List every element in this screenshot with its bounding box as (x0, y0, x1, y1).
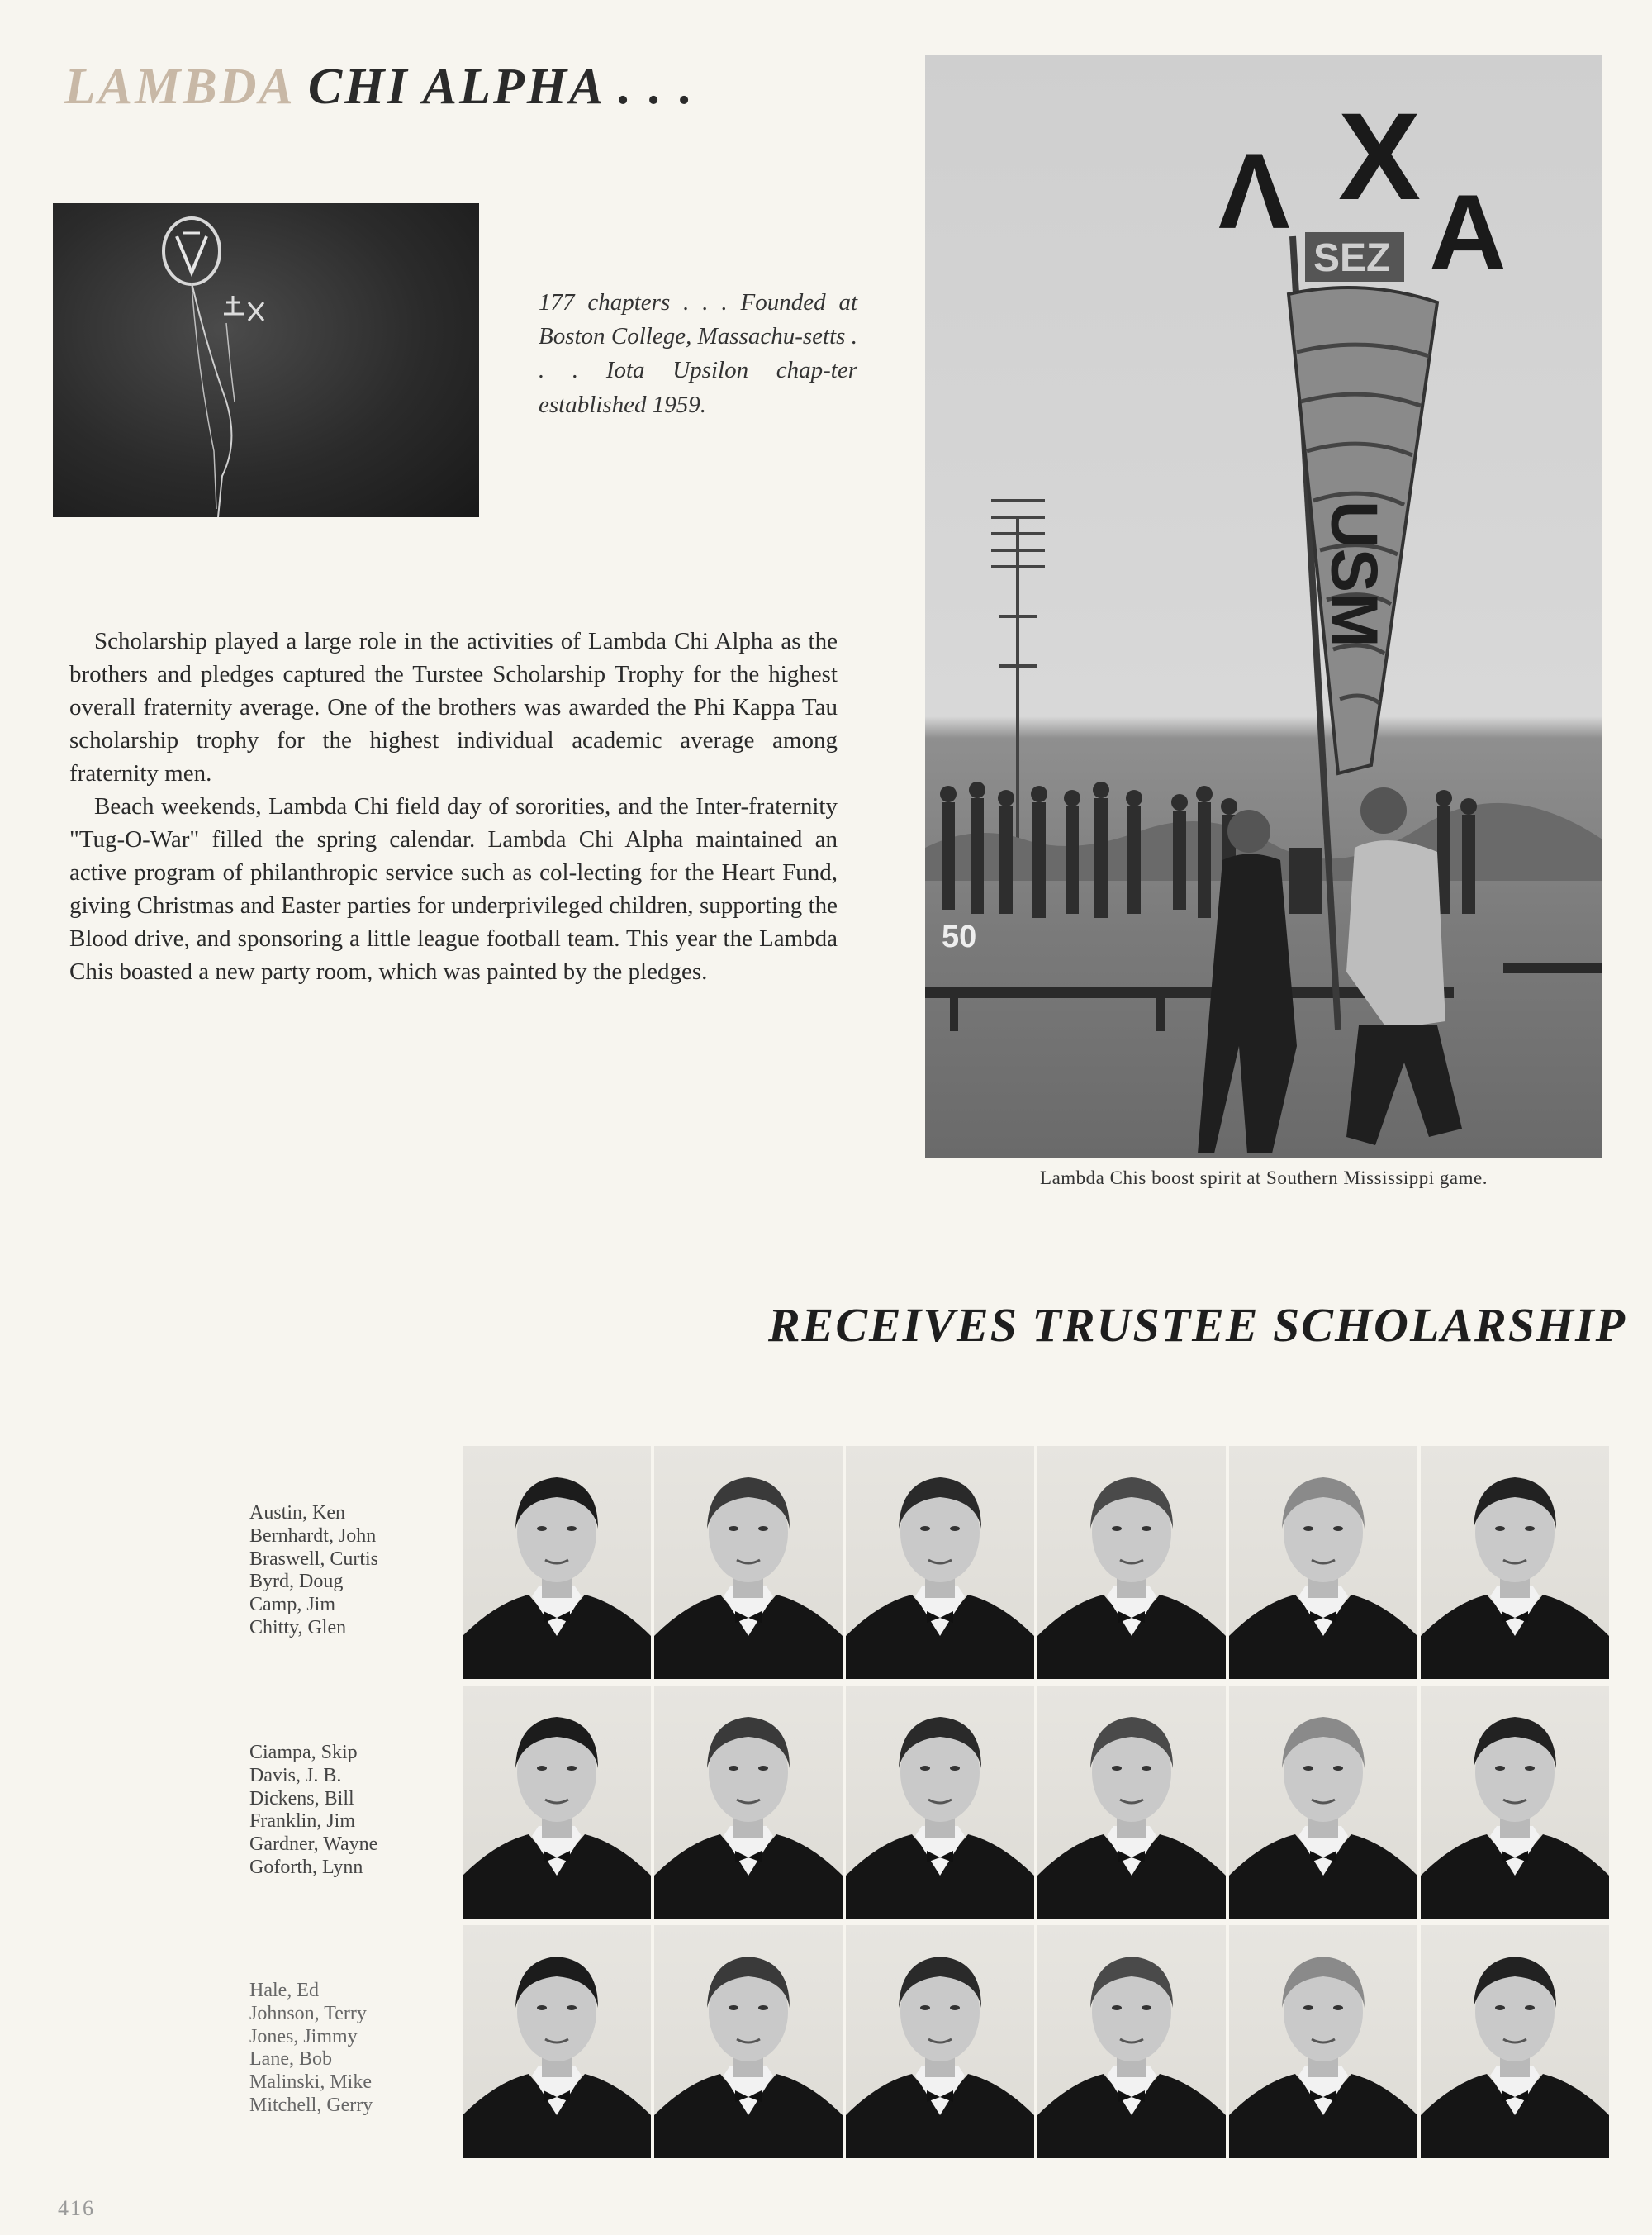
member-portrait (1229, 1925, 1417, 2158)
member-portrait (1421, 1446, 1609, 1679)
member-name: Jones, Jimmy (249, 2025, 358, 2047)
member-name: Goforth, Lynn (249, 1857, 363, 1879)
name-list-row-3 (249, 1980, 423, 2118)
portrait-row-3 (463, 1925, 1611, 2158)
member-name: Lane, Bob (249, 2048, 332, 2071)
member-name: Hale, Ed (249, 1980, 319, 2001)
screw-text: USM (1317, 501, 1392, 648)
member-name: Gardner, Wayne (249, 1833, 378, 1856)
member-portrait (463, 1446, 651, 1679)
member-name: Austin, Ken (249, 1502, 345, 1524)
member-name: Davis, J. B. (249, 1764, 342, 1786)
member-portrait (1229, 1446, 1417, 1679)
member-name: Johnson, Terry (249, 2002, 367, 2024)
member-portrait (846, 1925, 1034, 2158)
page-title-faded: LAMBDA (64, 59, 293, 115)
member-name: Byrd, Doug (249, 1571, 344, 1593)
member-portrait (654, 1686, 843, 1919)
member-name: Malinski, Mike (249, 2071, 372, 2094)
page-number: 416 (58, 2196, 95, 2220)
member-portrait (1421, 1925, 1609, 2158)
member-portrait (1421, 1686, 1609, 1919)
section-heading: RECEIVES TRUSTEE SCHOLARSHIP (768, 1298, 1627, 1352)
member-name: Bernhardt, John (249, 1524, 377, 1547)
yard-marker-text: 50 (942, 920, 977, 954)
member-portrait (1037, 1686, 1226, 1919)
spirit-photo-scene (925, 55, 1602, 1158)
member-name: Camp, Jim (249, 1594, 336, 1616)
chapter-info-caption: 177 chapters . . . Founded at Boston College, Massachu-setts . . . Iota Upsilon chap-ter established 1959. (539, 289, 857, 418)
member-name: Dickens, Bill (249, 1787, 354, 1809)
member-name: Franklin, Jim (249, 1810, 356, 1833)
member-name: Ciampa, Skip (249, 1742, 358, 1763)
spirit-photo (925, 55, 1602, 1158)
body-paragraph-1: Scholarship played a large role in the activities of Lambda Chi Alpha as the brothers and pledges captured the Turstee Scholarship Trophy for the highest overall fraternity average. One of the brothers was awarded the Phi Kappa Tau scholarship trophy for the highest individual academic average among fraternity men. (69, 628, 838, 787)
member-portrait (463, 1925, 651, 2158)
member-portrait (1037, 1446, 1226, 1679)
body-text (69, 625, 838, 988)
sign-letter-alpha: A (1429, 172, 1507, 292)
crest-pin-icon (53, 203, 479, 517)
member-name: Braswell, Curtis (249, 1548, 378, 1570)
photo-caption: Lambda Chis boost spirit at Southern Mississippi game. (1040, 1167, 1488, 1188)
member-portrait (846, 1446, 1034, 1679)
member-portrait (1229, 1686, 1417, 1919)
sign-letter-chi: X (1338, 87, 1422, 226)
body-paragraph-2: Beach weekends, Lambda Chi field day of sororities, and the Inter-fraternity "Tug-O-War" filled the spring calendar. Lambda Chi Alpha maintained an active program of philanthropic service such as col-lecting for the Heart Fund, giving Christmas and Easter parties for underprivileged children, supporting the Blood drive, and sponsoring a little league football team. This year the Lambda Chis boasted a new party room, which was painted by the pledges. (69, 793, 838, 986)
member-portrait (846, 1686, 1034, 1919)
member-portrait (1037, 1925, 1226, 2158)
name-list-row-1 (249, 1502, 423, 1640)
portrait-row-1 (463, 1446, 1611, 1679)
page-title (64, 58, 695, 117)
page-title-main: CHI ALPHA . . . (307, 59, 695, 115)
portrait-row-2 (463, 1686, 1611, 1919)
sign-letter-lambda: Λ (1218, 131, 1290, 251)
member-portrait (654, 1925, 843, 2158)
name-list-row-2 (249, 1742, 423, 1880)
member-portrait (463, 1686, 651, 1919)
member-name: Chitty, Glen (249, 1617, 347, 1639)
member-portrait (654, 1446, 843, 1679)
crest-photo (53, 203, 479, 517)
member-name: Mitchell, Gerry (249, 2095, 373, 2117)
sign-word: SEZ (1313, 236, 1391, 280)
